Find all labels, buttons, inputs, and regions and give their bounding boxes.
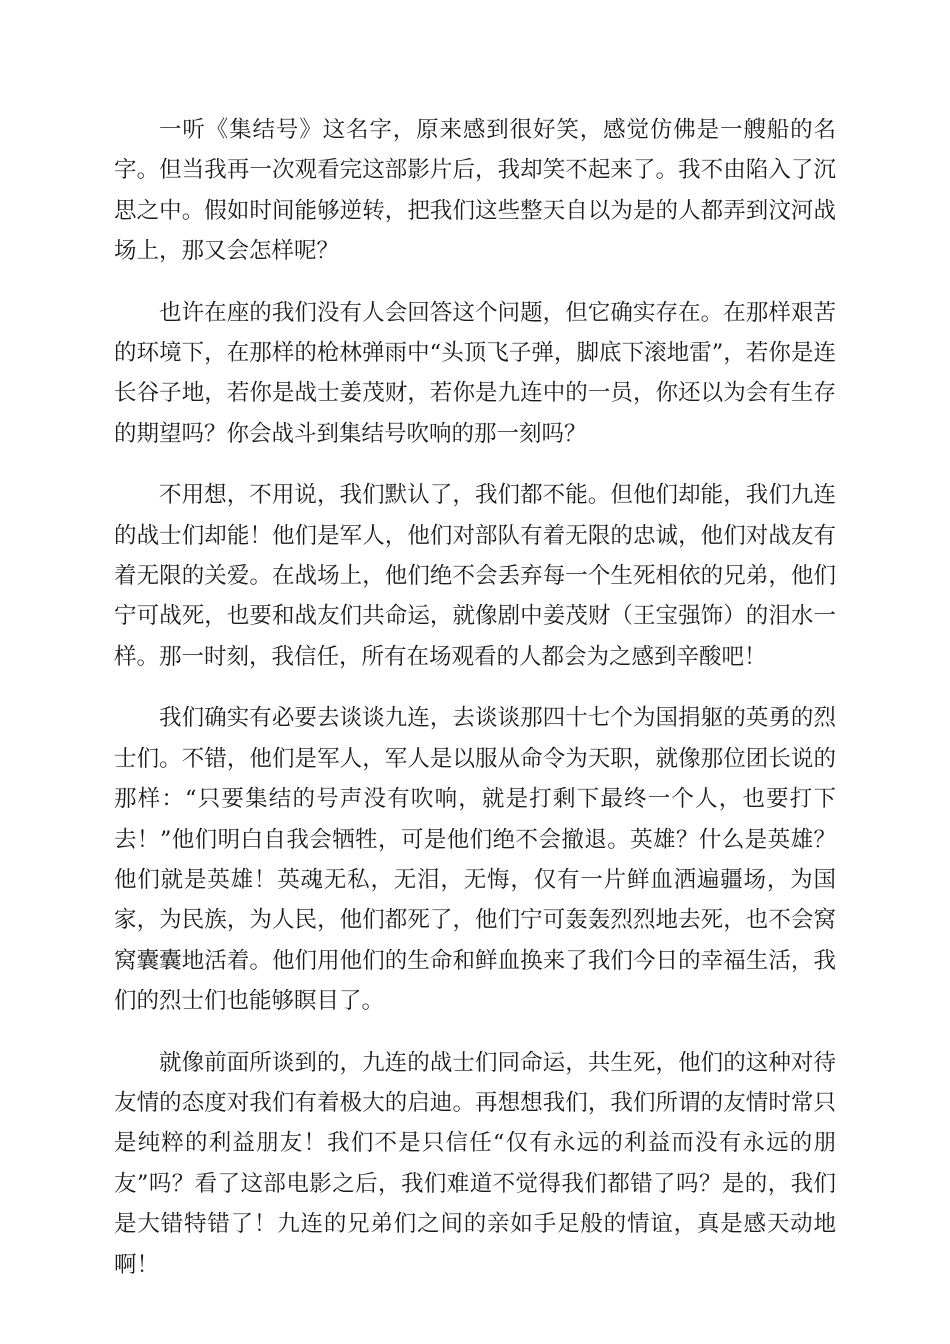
document-body [114, 110, 836, 1306]
paragraph-5: 就像前面所谈到的，九连的战士们同命运，共生死，他们的这种对待友情的态度对我们有着极大的启迪。再想想我们，我们所谓的友情时常只是纯粹的利益朋友！我们不是只信任“仅有永远的利益而没有永远的朋友”吗？看了这部电影之后，我们难道不觉得我们都错了吗？是的，我们是大错特错了！九连的兄弟们之间的亲如手足般的情谊，真是感天动地啊！ [114, 1049, 836, 1278]
paragraph-3: 不用想，不用说，我们默认了，我们都不能。但他们却能，我们九连的战士们却能！他们是军人，他们对部队有着无限的忠诚，他们对战友有着无限的关爱。在战场上，他们绝不会丢弃每一个生死相依的兄弟，他们宁可战死，也要和战友们共命运，就像剧中姜茂财（王宝强饰）的泪水一样。那一时刻，我信任，所有在场观看的人都会为之感到辛酸吧！ [114, 482, 836, 670]
paragraph-4: 我们确实有必要去谈谈九连，去谈谈那四十七个为国捐躯的英勇的烈士们。不错，他们是军人，军人是以服从命令为天职，就像那位团长说的那样：“只要集结的号声没有吹响，就是打剩下最终一个人，也要打下去！”他们明白自我会牺牲，可是他们绝不会撤退。英雄？什么是英雄？他们就是英雄！英魂无私，无泪，无悔，仅有一片鲜血洒遍疆场，为国家，为民族，为人民，他们都死了，他们宁可轰轰烈烈地去死，也不会窝窝囊囊地活着。他们用他们的生命和鲜血换来了我们今日的幸福生活，我们的烈士们也能够瞑目了。 [114, 705, 836, 1015]
paragraph-2: 也许在座的我们没有人会回答这个问题，但它确实存在。在那样艰苦的环境下，在那样的枪林弹雨中“头顶飞子弹，脚底下滚地雷”，若你是连长谷子地，若你是战士姜茂财，若你是九连中的一员，你还以为会有生存的期望吗？你会战斗到集结号吹响的那一刻吗？ [114, 299, 836, 447]
paragraph-1: 一听《集结号》这名字，原来感到很好笑，感觉仿佛是一艘船的名字。但当我再一次观看完这部影片后，我却笑不起来了。我不由陷入了沉思之中。假如时间能够逆转，把我们这些整天自以为是的人都弄到汶河战场上，那又会怎样呢？ [114, 117, 836, 265]
